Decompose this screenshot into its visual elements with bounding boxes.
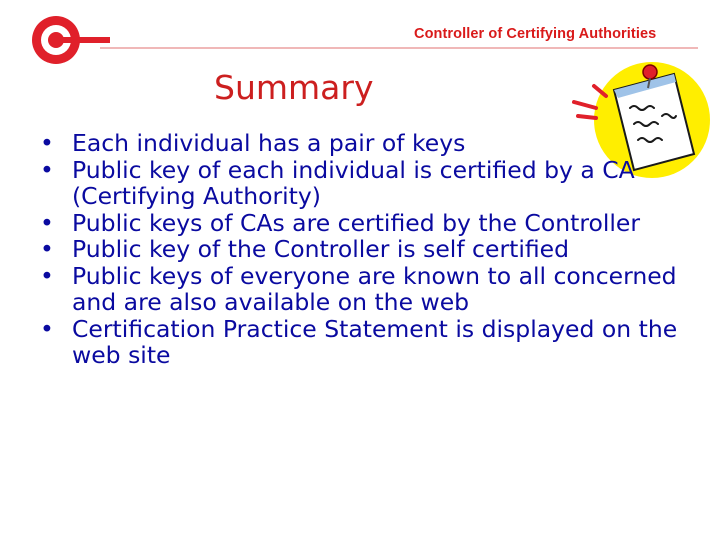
slide-title: Summary bbox=[214, 68, 374, 107]
bullet-text: Public keys of CAs are certified by the Controller bbox=[72, 208, 641, 237]
bullet-text: Public key of the Controller is self certified bbox=[72, 235, 570, 263]
org-name: Controller of Certifying Authorities bbox=[414, 26, 657, 42]
list-item: • Certification Practice Statement is displayed on the web site bbox=[40, 314, 678, 369]
list-item: • Public key of each individual is certified by a CA (Certifying Authority) bbox=[40, 155, 635, 210]
list-item: • Public key of the Controller is self certified bbox=[40, 235, 570, 263]
bullet-list bbox=[40, 130, 700, 369]
bullet-text: Public keys of everyone are known to all concerned and are also available on the web bbox=[72, 261, 677, 316]
bullet-text: Each individual has a pair of keys bbox=[72, 129, 466, 157]
header-divider bbox=[100, 47, 698, 49]
list-item: • Each individual has a pair of keys bbox=[40, 129, 466, 157]
list-item: • Public keys of CAs are certified by the Controller bbox=[40, 208, 641, 237]
bullet-text: Public key of each individual is certified by a CA (Certifying Authority) bbox=[72, 155, 635, 210]
cca-logo-icon bbox=[28, 12, 112, 68]
list-item: • Public keys of everyone are known to all concerned and are also available on the web bbox=[40, 261, 677, 316]
bullet-text: Certification Practice Statement is displayed on the web site bbox=[72, 314, 678, 369]
